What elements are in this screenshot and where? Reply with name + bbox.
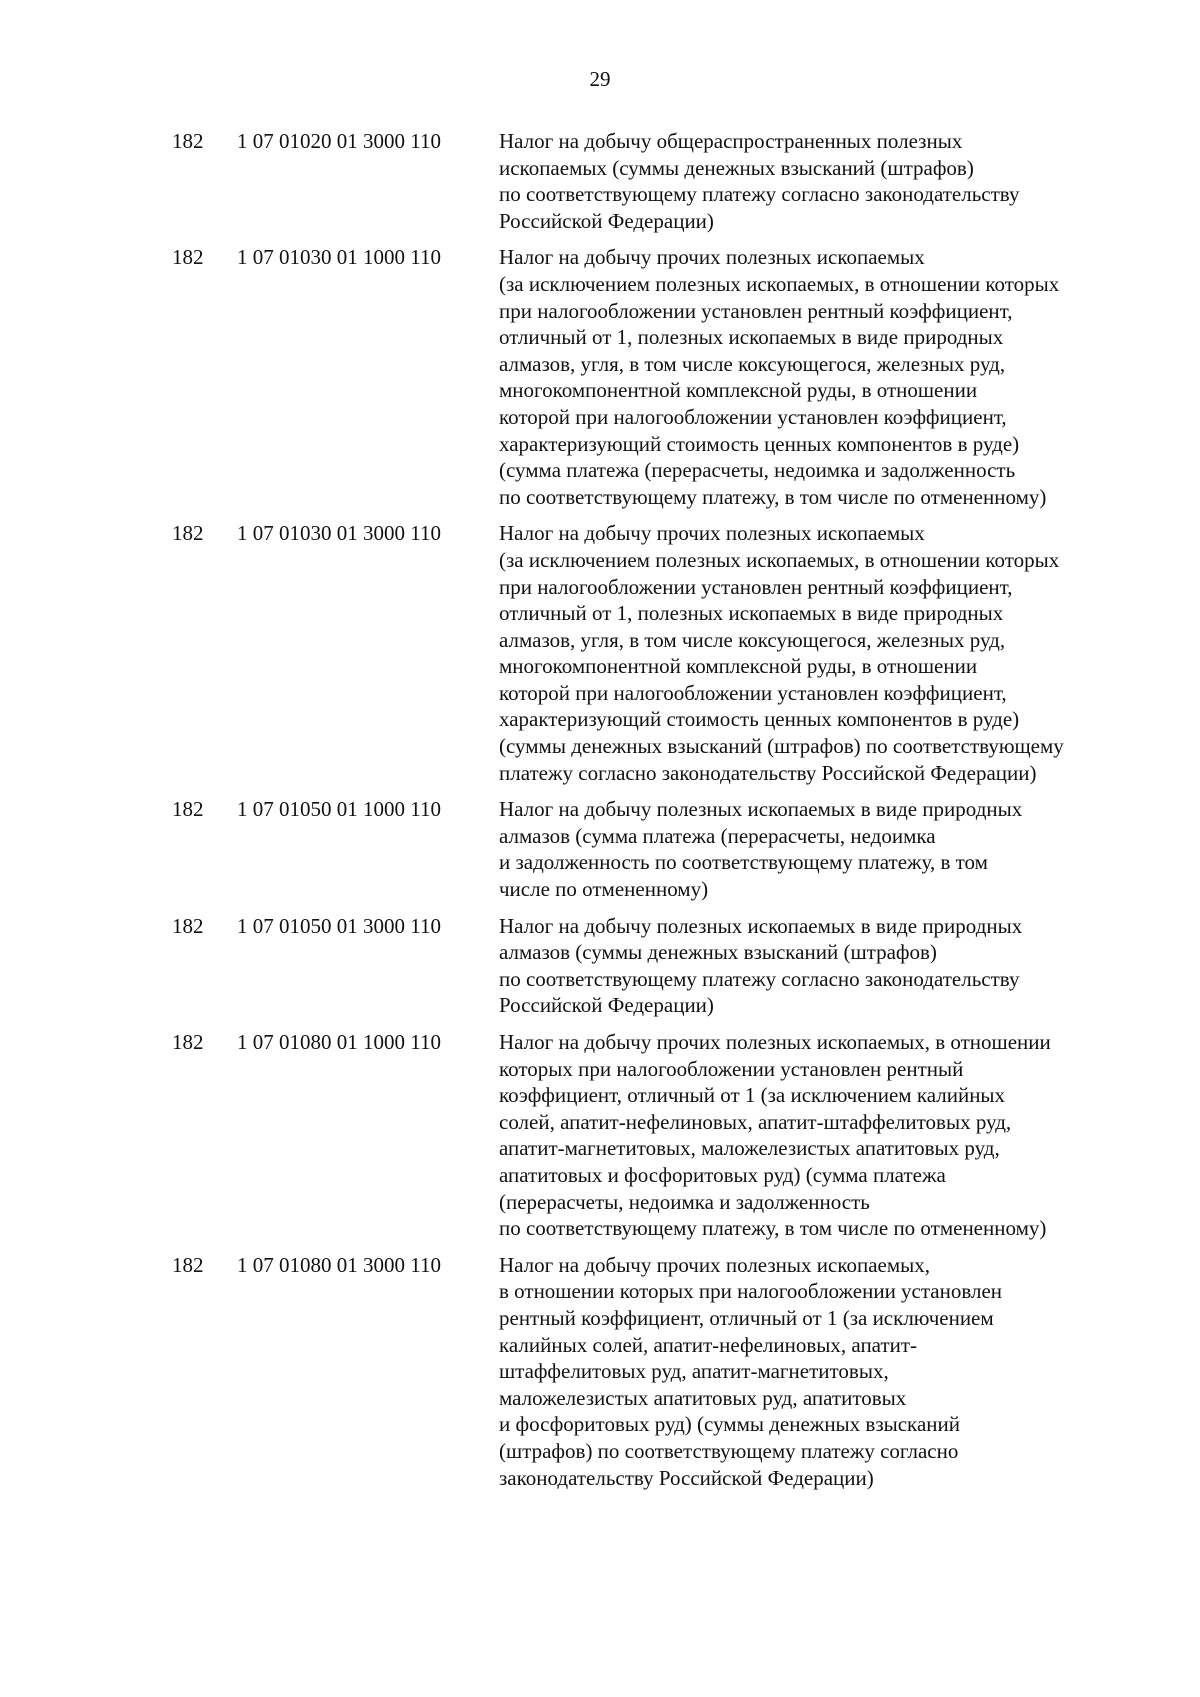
description-line: по соответствующему платежу, в том числе по отмененному) xyxy=(499,484,1047,509)
description-line: Налог на добычу прочих полезных ископаемых, xyxy=(499,1252,930,1277)
kbk-code: 1 07 01050 01 3000 110 xyxy=(237,913,441,938)
description-line: алмазов (сумма платежа (перерасчеты, недоимка xyxy=(499,823,936,848)
description-line: и фосфоритовых руд) (суммы денежных взысканий xyxy=(499,1412,960,1437)
description-line: коэффициент, отличный от 1 (за исключением калийных xyxy=(499,1083,1006,1108)
admin-code: 182 xyxy=(172,129,204,153)
description-line: штаффелитовых руд, апатит-магнетитовых, xyxy=(499,1359,889,1384)
description-line: по соответствующему платежу согласно законодательству xyxy=(499,182,1020,207)
description-line: маложелезистых апатитовых руд, апатитовых xyxy=(499,1385,907,1410)
description-line: Налог на добычу полезных ископаемых в виде природных xyxy=(499,797,1023,822)
admin-code: 182 xyxy=(172,1030,204,1054)
description-line: многокомпонентной комплексной руды, в отношении xyxy=(499,378,978,403)
description-line: солей, апатит-нефелиновых, апатит-штаффелитовых руд, xyxy=(499,1109,1012,1134)
description-line: которых при налогообложении установлен рентный xyxy=(499,1056,964,1081)
kbk-code: 1 07 01080 01 1000 110 xyxy=(237,1030,441,1054)
description-line: апатитовых и фосфоритовых руд) (сумма платежа xyxy=(499,1162,946,1187)
description-line: алмазов (суммы денежных взысканий (штрафов) xyxy=(499,940,937,965)
description-line: (перерасчеты, недоимка и задолженность xyxy=(499,1189,870,1214)
description-line: Налог на добычу общераспространенных полезных xyxy=(499,129,963,153)
description-line: числе по отмененному) xyxy=(499,877,709,902)
admin-code: 182 xyxy=(172,797,204,822)
description-line: (за исключением полезных ископаемых, в отношении которых xyxy=(499,547,1060,572)
description-line: отличный от 1, полезных ископаемых в виде природных xyxy=(499,325,1004,350)
table-row xyxy=(0,128,1200,234)
table-row xyxy=(0,796,1200,902)
description-line: характеризующий стоимость ценных компонентов в руде) xyxy=(499,431,1020,456)
page-number: 29 xyxy=(589,67,611,91)
description-line: алмазов, угля, в том числе коксующегося, железных руд, xyxy=(499,351,1006,376)
row-description xyxy=(499,128,1124,234)
description-line: и задолженность по соответствующему платежу, в том xyxy=(499,850,988,875)
description-line: алмазов, угля, в том числе коксующегося, железных руд, xyxy=(499,627,1006,652)
description-line: многокомпонентной комплексной руды, в отношении xyxy=(499,654,978,679)
description-line: калийных солей, апатит-нефелиновых, апатит- xyxy=(499,1332,918,1357)
table-row xyxy=(0,244,1200,510)
description-line: ископаемых (суммы денежных взысканий (штрафов) xyxy=(499,155,974,180)
description-line: Налог на добычу полезных ископаемых в виде природных xyxy=(499,913,1023,938)
row-description xyxy=(499,244,1124,510)
description-line: законодательству Российской Федерации) xyxy=(499,1465,874,1490)
row-description xyxy=(499,913,1124,1019)
description-line: Российской Федерации) xyxy=(499,208,714,233)
kbk-code: 1 07 01020 01 3000 110 xyxy=(237,129,441,153)
description-line: при налогообложении установлен рентный коэффициент, xyxy=(499,298,1013,323)
table-row xyxy=(0,520,1200,786)
kbk-code: 1 07 01030 01 1000 110 xyxy=(237,245,441,270)
admin-code: 182 xyxy=(172,1252,204,1277)
description-line: Налог на добычу прочих полезных ископаемых xyxy=(499,245,925,270)
description-line: Налог на добычу прочих полезных ископаемых, в отношении xyxy=(499,1030,1051,1054)
row-description xyxy=(499,1252,1124,1491)
description-line: по соответствующему платежу, в том числе по отмененному) xyxy=(499,1216,1047,1241)
description-line: Российской Федерации) xyxy=(499,993,714,1018)
table-row xyxy=(0,913,1200,1019)
description-line: (штрафов) по соответствующему платежу согласно xyxy=(499,1438,959,1463)
description-line: рентный коэффициент, отличный от 1 (за исключением xyxy=(499,1305,994,1330)
row-description xyxy=(499,796,1124,902)
description-line: (сумма платежа (перерасчеты, недоимка и задолженность xyxy=(499,458,1016,483)
description-line: в отношении которых при налогообложении установлен xyxy=(499,1279,1003,1304)
kbk-code: 1 07 01050 01 1000 110 xyxy=(237,797,441,822)
admin-code: 182 xyxy=(172,913,204,938)
table-row xyxy=(0,1252,1200,1491)
description-line: апатит-магнетитовых, маложелезистых апатитовых руд, xyxy=(499,1136,1000,1161)
kbk-code: 1 07 01030 01 3000 110 xyxy=(237,521,441,546)
description-line: которой при налогообложении установлен коэффициент, xyxy=(499,404,1007,429)
description-line: Налог на добычу прочих полезных ископаемых xyxy=(499,521,925,546)
row-description xyxy=(499,1029,1124,1242)
kbk-code: 1 07 01080 01 3000 110 xyxy=(237,1252,441,1277)
row-description xyxy=(499,520,1124,786)
description-line: платежу согласно законодательству Российской Федерации) xyxy=(499,760,1037,785)
description-line: характеризующий стоимость ценных компонентов в руде) xyxy=(499,707,1020,732)
description-line: которой при налогообложении установлен коэффициент, xyxy=(499,680,1007,705)
description-line: при налогообложении установлен рентный коэффициент, xyxy=(499,574,1013,599)
description-line: по соответствующему платежу согласно законодательству xyxy=(499,966,1020,991)
description-line: (суммы денежных взысканий (штрафов) по соответствующему xyxy=(499,734,1064,759)
description-line: отличный от 1, полезных ископаемых в виде природных xyxy=(499,601,1004,626)
classification-table xyxy=(0,128,1200,1501)
admin-code: 182 xyxy=(172,521,204,546)
description-line: (за исключением полезных ископаемых, в отношении которых xyxy=(499,271,1060,296)
table-row xyxy=(0,1029,1200,1242)
admin-code: 182 xyxy=(172,245,204,270)
